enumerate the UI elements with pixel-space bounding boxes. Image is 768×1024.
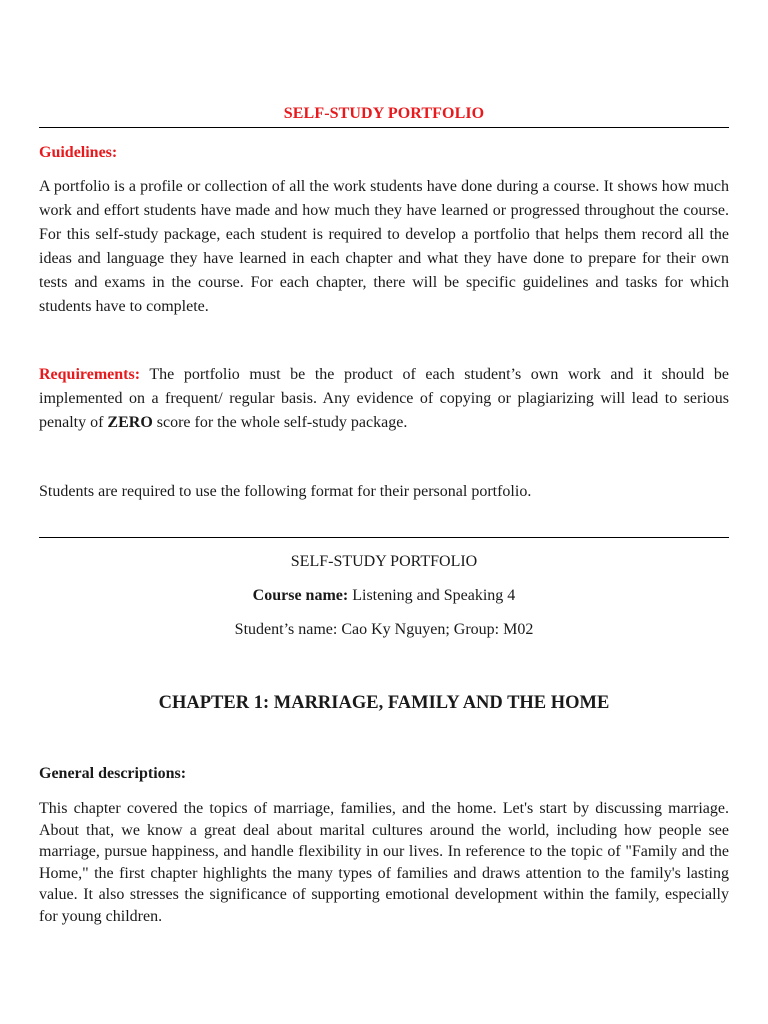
chapter-title: CHAPTER 1: MARRIAGE, FAMILY AND THE HOME — [158, 693, 610, 713]
general-descriptions-text: This chapter covered the topics of marriage, families, and the home. Let's start by discussing marriage. About that, we know a great deal about marital cultures around the world, including how people see marriage, pursue happiness, and handle flexibility in our lives. In reference to the topic of "Family and the Home," the first chapter highlights the many types of families and draws attention to the family's lasting value. It also stresses the significance of supporting emotional development within the family, especially for young children. — [39, 800, 729, 925]
requirements-text-after: score for the whole self-study package. — [152, 414, 408, 431]
course-label: Course name: — [252, 587, 349, 604]
document-title: SELF-STUDY PORTFOLIO — [283, 105, 485, 122]
zero-emphasis: ZERO — [107, 414, 153, 431]
section-divider — [39, 537, 729, 538]
general-descriptions-label: General descriptions: — [39, 765, 187, 782]
course-line — [39, 587, 729, 605]
guidelines-label: Guidelines: — [39, 144, 118, 161]
portfolio-heading: SELF-STUDY PORTFOLIO — [290, 553, 478, 570]
requirements-paragraph — [39, 363, 729, 435]
format-note: Students are required to use the following format for their personal portfolio. — [39, 483, 532, 500]
course-value: Listening and Speaking 4 — [348, 587, 516, 604]
requirements-text-before: The portfolio must be the product of each student’s own work and it should be implemented on a frequent/ regular basis. Any evidence of copying or plagiarizing will lead to serious penalty of — [39, 366, 729, 431]
guidelines-text: A portfolio is a profile or collection of all the work students have done during a course. It shows how much work and effort students have made and how much they have learned or progressed throughout the course. For this self-study package, each student is required to develop a portfolio that helps them record all the ideas and language they have learned in each chapter and what they have done to prepare for their own tests and exams in the course. For each chapter, there will be specific guidelines and tasks for which students have to complete. — [39, 178, 729, 315]
student-line: Student’s name: Cao Ky Nguyen; Group: M02 — [234, 621, 534, 638]
requirements-label: Requirements: — [39, 366, 141, 383]
title-divider — [39, 127, 729, 128]
